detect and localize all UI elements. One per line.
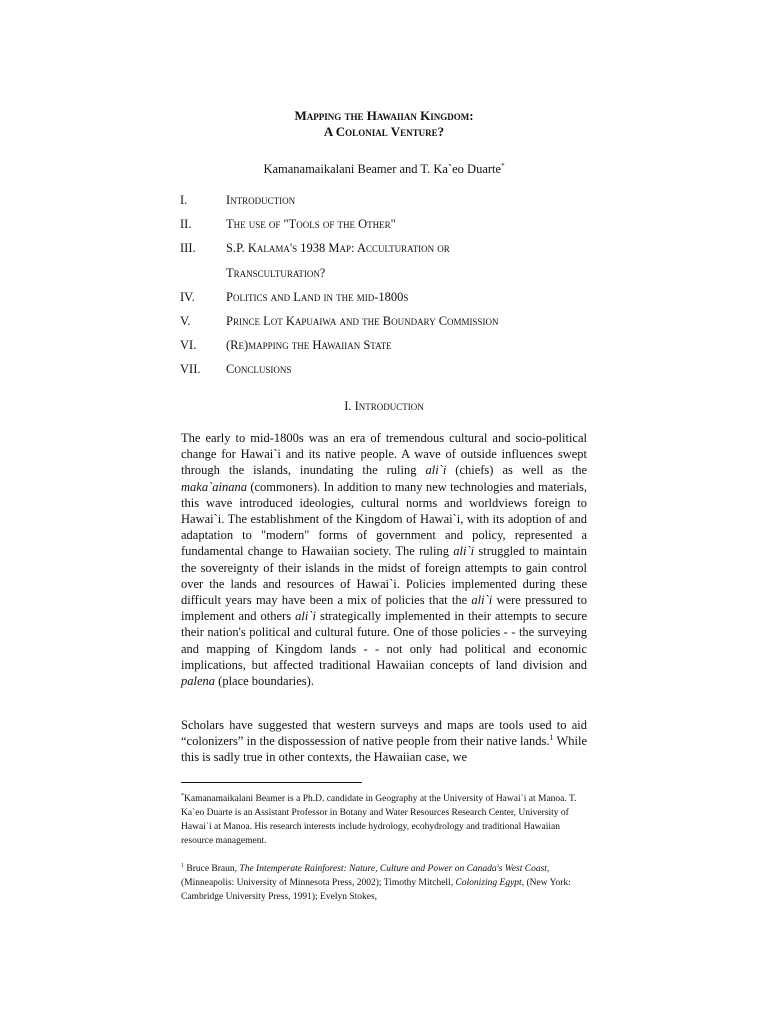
toc-label: Prince Lot Kapuaiwa and the Boundary Commission [226, 313, 499, 328]
footnote-author [181, 792, 587, 848]
table-of-contents [180, 188, 600, 382]
toc-item [180, 285, 600, 309]
paragraph-text: (chiefs) as well as the [446, 463, 587, 478]
toc-item [180, 188, 600, 212]
paragraph-text: Scholars have suggested that western surveys and maps are tools used to aid “colonizers” in the dispossession of native people from their native lands. [181, 718, 587, 749]
toc-item-continued [180, 261, 600, 285]
toc-label: S.P. Kalama's 1938 Map: Acculturation or [226, 241, 450, 256]
article-title [0, 108, 768, 140]
paragraph-text: The early to mid-1800s was an era of tremendous cultural and socio-political change for Hawai`i and its native people. A wave of outside influences swept through the islands, inundating the ruling [181, 431, 587, 478]
toc-item [180, 212, 600, 236]
hawaiian-term: ali`i [425, 463, 447, 478]
footnote-marker: 1 [181, 862, 184, 869]
hawaiian-term: ali`i [453, 544, 475, 559]
paragraph-text: (place boundaries). [215, 674, 314, 689]
toc-number: V. [180, 313, 191, 328]
author-line [0, 162, 768, 177]
toc-label: Politics and Land in the mid-1800s [226, 289, 409, 304]
paragraph-text: struggled to maintain the sovereignty of their islands in the midst of foreign attempts to gain control over the lands and resources of Hawai`i. Policies implemented during these difficult years may have been a mix of policies that the [181, 544, 587, 608]
hawaiian-term: palena [181, 674, 216, 689]
toc-number: II. [180, 217, 192, 232]
author-names: Kamanamaikalani Beamer and T. Ka`eo Duarte [263, 162, 502, 177]
footnote-text: Kamanamaikalani Beamer is a Ph.D. candidate in Geography at the University of Hawai`i at Manoa. T. Ka`eo Duarte is an Assistant Professor in Botany and Water Resources Research Center, University of Hawai`i at Manoa. His research interests include hydrology, ecohydrology and traditional Hawaiian resource management. [181, 794, 577, 846]
section-heading: I. Introduction [344, 399, 424, 413]
author-footnote-marker: * [501, 162, 505, 170]
toc-number: IV. [180, 289, 195, 304]
toc-item [180, 357, 600, 381]
paragraph-text: were pressured to implement and others [181, 593, 587, 624]
footnote-text: (New York: Cambridge University Press, 1991); Evelyn Stokes, [181, 878, 571, 902]
toc-item [180, 333, 600, 357]
footnote-divider [181, 782, 362, 783]
footnote-text: (Minneapolis: University of Minnesota Press, 2002); Timothy Mitchell, [181, 878, 456, 888]
toc-label: Conclusions [226, 362, 292, 377]
toc-label: (Re)mapping the Hawaiian State [226, 338, 392, 353]
footnote-1 [181, 862, 587, 904]
paragraph-text: While this is sadly true in other contexts, the Hawaiian case, we [181, 734, 587, 765]
hawaiian-term: ali`i [471, 593, 493, 608]
toc-number: III. [180, 241, 196, 256]
body-paragraph-2 [181, 717, 587, 766]
hawaiian-term: ali`i [295, 609, 316, 624]
citation-title: The Intemperate Rainforest: Nature, Culture and Power on Canada's West Coast, [239, 864, 550, 874]
article-title-line-1: Mapping the Hawaiian Kingdom: [294, 108, 474, 123]
citation-title: Colonizing Egypt, [455, 878, 525, 888]
footnote-text: Bruce Braun, [184, 864, 240, 874]
toc-number: VII. [180, 362, 201, 377]
toc-number: I. [180, 193, 188, 207]
paragraph-text: (commoners). In addition to many new technologies and materials, this wave introduced ideologies, cultural norms and worldviews foreign to Hawai`i. The establishment of the Kingdom of Hawai`i, with its adoption of and adaptation to "modern" forms of government and policy, represented a fundamental change to Hawaiian society. The ruling [181, 479, 587, 559]
footnote-reference: 1 [549, 733, 554, 743]
toc-label: Introduction [226, 193, 296, 207]
toc-item [180, 236, 600, 260]
article-title-line-2: A Colonial Venture? [323, 124, 445, 139]
toc-number: VI. [180, 338, 197, 353]
toc-label: The use of "Tools of the Other" [226, 217, 396, 232]
hawaiian-term: maka`ainana [181, 479, 247, 494]
paragraph-text: strategically implemented in their attempts to secure their nation's political and cultural future. One of those policies - - the surveying and mapping of Kingdom lands - - not only had political and economic implications, but affected traditional Hawaiian concepts of land division and [181, 609, 588, 672]
toc-item [180, 309, 600, 333]
footnote-marker: * [181, 792, 184, 799]
toc-label: Transculturation? [226, 265, 326, 280]
body-paragraph-1 [181, 430, 587, 689]
